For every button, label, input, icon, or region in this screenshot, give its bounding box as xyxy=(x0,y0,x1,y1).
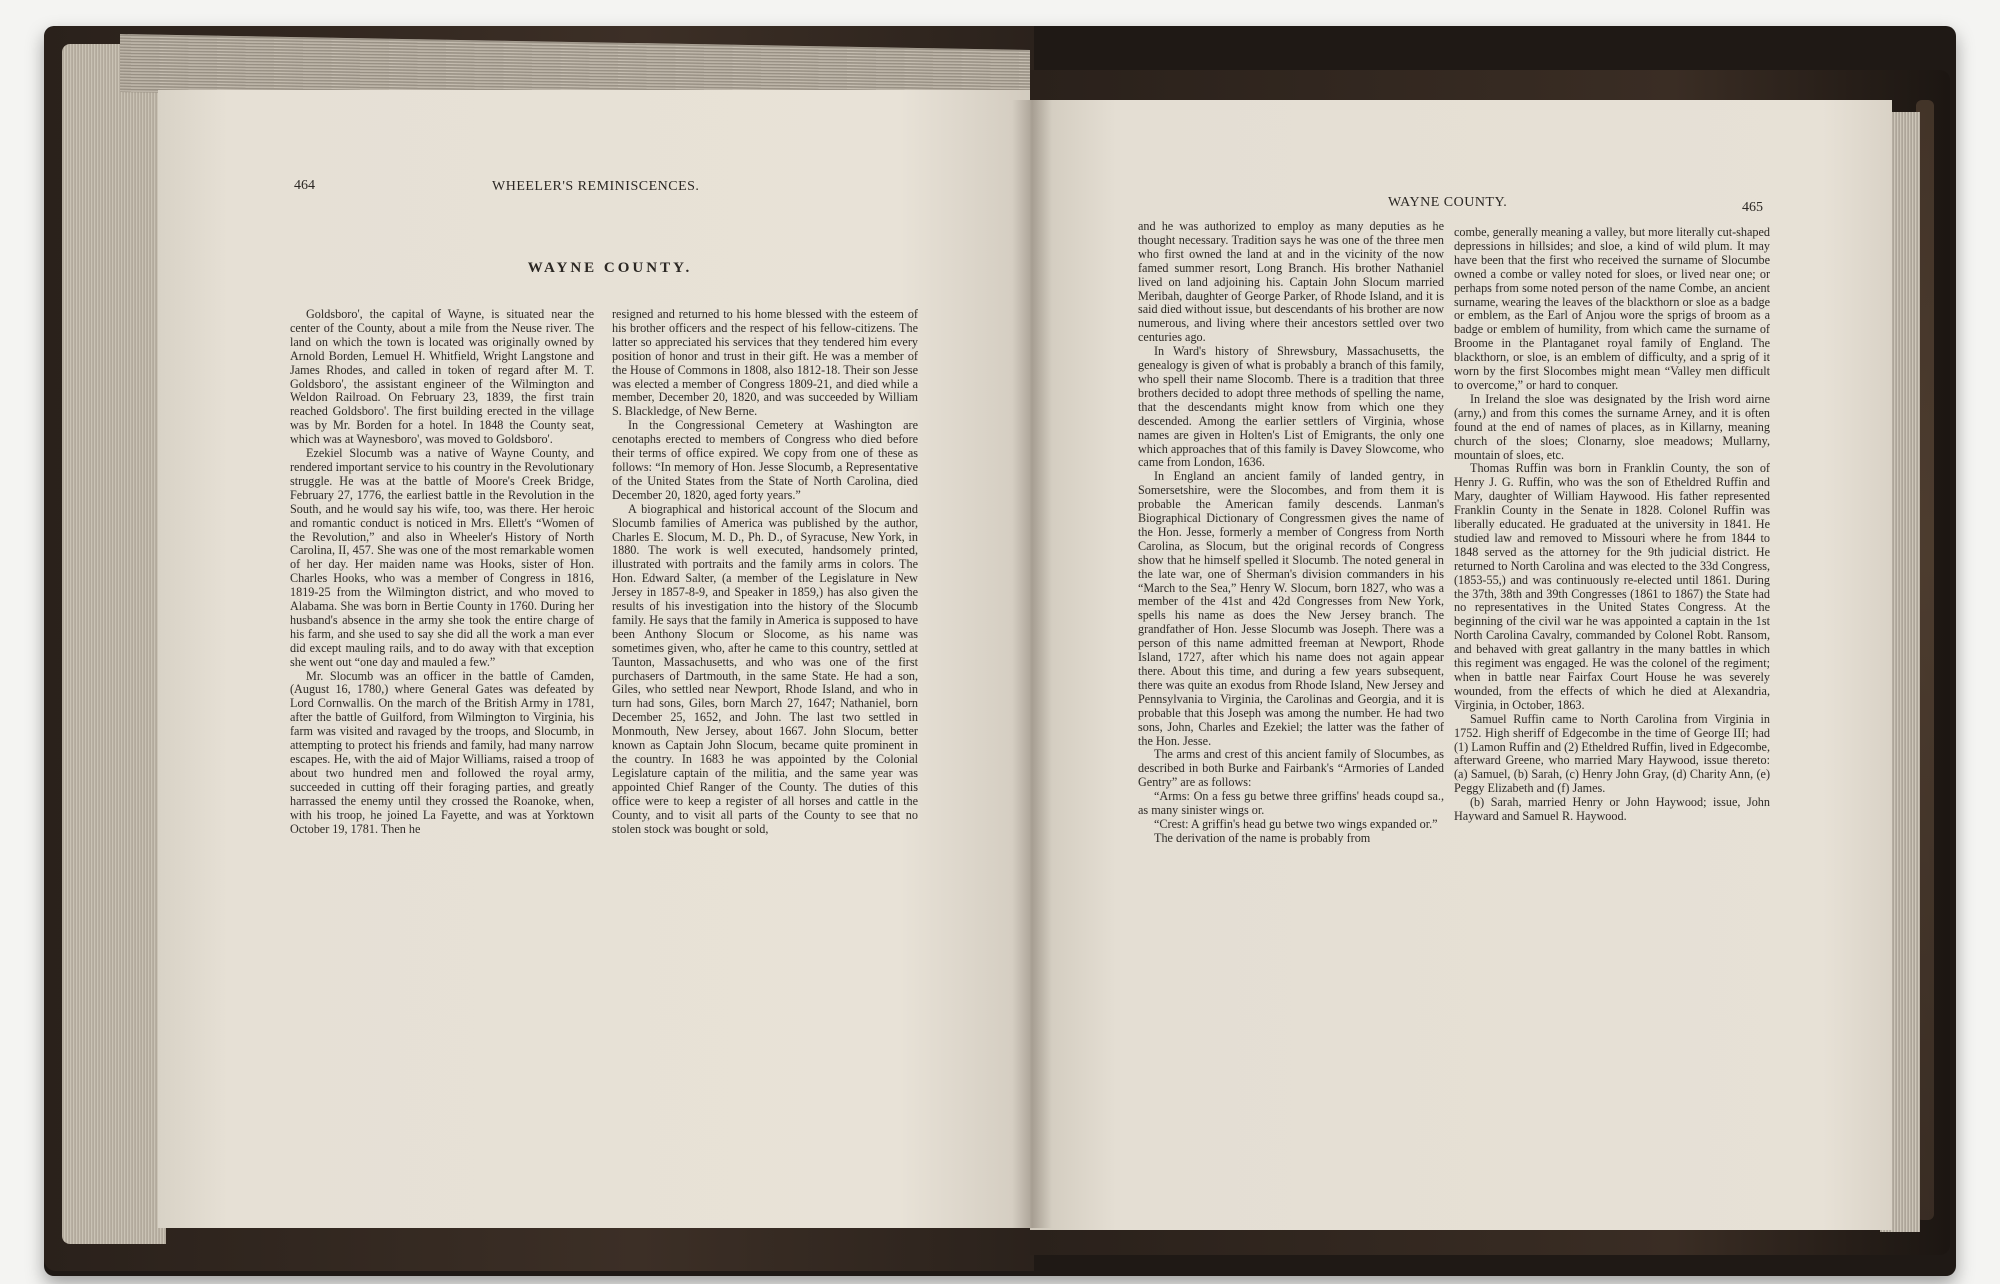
paragraph: Thomas Ruffin was born in Franklin County, the son of Henry J. G. Ruffin, who was the son of Etheldred Ruffin and Mary, daughter of William Haywood. His father represented Franklin County in the Senate in 1828. Colonel Ruffin was liberally educated. He graduated at the university in 1841. He studied law and removed to Missouri where he from 1844 to 1848 served as the attorney for the 9th judicial district. He returned to North Carolina and was elected to the 33d Congress, (1853-55,) and was continuously re-elected until 1861. During the 37th, 38th and 39th Congresses (1861 to 1867) the State had no representatives in the United States Congress. At the beginning of the civil war he was appointed a captain in the 1st North Carolina Cavalry, commanded by Colonel Robt. Ransom, and behaved with great gallantry in the many battles in which this regiment was engaged. He was the colonel of the regiment; when in battle near Fairfax Court House he was severely wounded, from the effects of which he died at Alexandria, Virginia, in October, 1863. xyxy=(1454,461,1770,712)
page-block-edge xyxy=(62,44,166,1244)
paragraph: In the Congressional Cemetery at Washington are cenotaphs erected to members of Congress who died before their terms of office expired. We copy from one of these as follows: “In memory of Hon. Jesse Slocumb, a Representative of the United States from the State of North Carolina, died December 20, 1820, aged forty years.” xyxy=(612,418,918,502)
paragraph: The arms and crest of this ancient family of Slocumbes, as described in both Burke and Fairbank's “Armories of Landed Gentry” are as follows: xyxy=(1138,747,1444,790)
right-page-number: 465 xyxy=(1742,200,1763,215)
left-running-head: WHEELER'S REMINISCENCES. xyxy=(492,179,700,194)
right-page-column-2 xyxy=(1454,226,1770,1054)
paragraph: Goldsboro', the capital of Wayne, is situated near the center of the County, about a mile from the Neuse river. The land on which the town is located was originally owned by Arnold Borden, Lemuel H. Whitfield, Wright Langstone and James Rhodes, and called in token of regard after M. T. Goldsboro', the assistant engineer of the Wilmington and Weldon Railroad. On February 23, 1839, the first train reached Goldsboro'. The first building erected in the village was by Mr. Borden for a hotel. In 1848 the County seat, which was at Waynesboro', was moved to Goldsboro'. xyxy=(290,308,594,447)
book-gutter xyxy=(1012,100,1052,1228)
paragraph: and he was authorized to employ as many deputies as he thought necessary. Tradition says he was one of the three men who first owned the land at and in the vicinity of the now famed summer resort, Long Branch. His brother Nathaniel lived on land adjoining his. Captain John Slocum married Meribah, daughter of George Parker, of Rhode Island, and it is said died without issue, but descendants of his brother are now numerous, and living where their ancestors settled over two centuries ago. xyxy=(1138,220,1444,345)
left-page-column-1 xyxy=(290,308,594,1036)
paragraph: resigned and returned to his home blessed with the esteem of his brother officers and the respect of his fellow-citizens. The latter so appreciated his services that they tendered him every position of honor and trust in their gift. He was a member of the House of Commons in 1808, also 1812-18. Their son Jesse was elected a member of Congress 1809-21, and died while a member, December 20, 1820, and was succeeded by William S. Blackledge, of New Berne. xyxy=(612,308,918,419)
left-page-column-2 xyxy=(612,308,918,1036)
right-running-head: WAYNE COUNTY. xyxy=(1388,195,1508,210)
arms-description: “Arms: On a fess gu betwe three griffins' heads coupd sa., as many sinister wings or. xyxy=(1138,789,1444,818)
paragraph: In Ireland the sloe was designated by the Irish word airne (arny,) and from this comes the surname Arney, and it is often found at the end of names of places, as in Killarny, meaning church of the sloes; Clonarny, sloe meadows; Mullarny, mountain of sloes, etc. xyxy=(1454,391,1770,462)
right-page-column-1 xyxy=(1138,220,1444,1048)
paragraph: (b) Sarah, married Henry or John Haywood; issue, John Hayward and Samuel R. Haywood. xyxy=(1454,795,1770,824)
crest-description: “Crest: A griffin's head gu betwe two wings expanded or.” xyxy=(1154,816,1438,831)
left-page-number: 464 xyxy=(294,178,315,193)
paragraph: combe, generally meaning a valley, but more literally cut-shaped depressions in hillsides; and sloe, a kind of wild plum. It may have been that the first who received the surname of Slocumbe owned a combe or valley noted for sloes, or lived near one; or perhaps from some noted person of the name Combe, an ancient surname, wearing the leaves of the blackthorn or sloe as a badge or emblem, as the Earl of Anjou wore the sprigs of broom as a badge or emblem of humility, from which came the surname of Broome in the Plantaganet royal family of England. The blackthorn, or sloe, is an emblem of difficulty, and a sprig of it worn by the first Slocombes might mean “Valley men difficult to overcome,” or hard to conquer. xyxy=(1454,226,1770,392)
paragraph: In Ward's history of Shrewsbury, Massachusetts, the genealogy is given of what is probably a branch of this family, who spell their name Slocomb. There is a tradition that three brothers decided to adopt three methods of spelling the name, that the descendants might know from which one they descended. Among the earlier settlers of Virginia, whose names are given in Holten's List of Emigrants, the only one which approaches that of this family is Davey Slowcome, who came from London, 1636. xyxy=(1138,344,1444,470)
chapter-title: WAYNE COUNTY. xyxy=(527,260,693,276)
paragraph: A biographical and historical account of the Slocum and Slocumb families of America was published by the author, Charles E. Slocum, M. D., Ph. D., of Syracuse, New York, in 1880. The work is well executed, handsomely printed, illustrated with portraits and the family arms in colors. The Hon. Edward Salter, (a member of the Legislature in New Jersey in 1857-8-9, and Speaker in 1859,) has also given the results of his investigation into the history of the Slocumb family. He says that the family in America is supposed to have been Anthony Slocum or Slocome, as his name was sometimes given, who, after he came to this country, settled at Taunton, Massachusetts, and who was one of the first purchasers of Dartmouth, in the same State. He had a son, Giles, who settled near Newport, Rhode Island, and who in turn had sons, Giles, born March 27, 1647; Nathaniel, born December 25, 1652, and John. The last two settled in Monmouth, New Jersey, about 1667. John Slocum, better known as Captain John Slocum, became quite prominent in the country. In 1683 he was appointed by the Colonial Legislature captain of the militia, and the same year was appointed Chief Ranger of the County. The duties of this office were to keep a register of all horses and cattle in the County, and to visit all parts of the County to see that no stolen stock was bought or sold, xyxy=(612,501,918,836)
paragraph: Ezekiel Slocumb was a native of Wayne County, and rendered important service to his country in the Revolutionary struggle. He was at the battle of Moore's Creek Bridge, February 27, 1776, the earliest battle in the Revolution in the South, and he would say his wife, too, was there. Her heroic and romantic conduct is noticed in Mrs. Ellett's “Women of the Revolution,” and also in Wheeler's History of North Carolina, II, 457. She was one of the most remarkable women of her day. Her maiden name was Hooks, sister of Hon. Charles Hooks, who was a member of Congress in 1816, 1819-25 from the Wilmington district, and who moved to Alabama. She was born in Bertie County in 1760. During her husband's absence in the army she took the entire charge of his farm, and she used to say she did all the work a man ever did except mauling rails, and to do away with that exception she went out “one day and mauled a few.” xyxy=(290,446,594,669)
paragraph: The derivation of the name is probably from xyxy=(1154,830,1371,845)
paragraph: Samuel Ruffin came to North Carolina from Virginia in 1752. High sheriff of Edgecombe in the time of George III; had (1) Lamon Ruffin and (2) Etheldred Ruffin, lived in Edgecombe, afterward Greene, who married Mary Haywood, issue thereto: (a) Samuel, (b) Sarah, (c) Henry John Gray, (d) Charity Ann, (e) Peggy Elizabeth and (f) James. xyxy=(1454,711,1770,796)
paragraph: Mr. Slocumb was an officer in the battle of Camden, (August 16, 1780,) where General Gates was defeated by Lord Cornwallis. On the march of the British Army in 1781, after the battle of Guilford, from Wilmington to Virginia, his farm was visited and ravaged by the troops, and Slocumb, in attempting to protect his friends and family, had many narrow escapes. He, with the aid of Major Williams, raised a troop of about two hundred men and followed the royal army, succeeded in cutting off their foraging parties, and greatly harrassed the enemy until they crossed the Roanoke, when, with his troop, he joined La Fayette, and was at Yorktown October 19, 1781. Then he xyxy=(290,668,594,836)
paragraph: In England an ancient family of landed gentry, in Somersetshire, were the Slocombes, and from them it is probable the American family descends. Lanman's Biographical Dictionary of Congressmen gives the name of the Hon. Jesse, formerly a member of Congress from North Carolina, as Slocum, but the original records of Congress show that he himself spelled it Slocumb. The noted general in the late war, one of Sherman's division commanders in his “March to the Sea,” Henry W. Slocum, born 1827, who was a member of the 41st and 42d Congresses from New York, spells his name as does the New Jersey branch. The grandfather of Hon. Jesse Slocumb was Joseph. There was a person of this name admitted freeman at Newport, Rhode Island, 1727, after which his name does not again appear there. About this time, and during a few years subsequent, there was quite an exodus from Rhode Island, New Jersey and Pennsylvania to Virginia, the Carolinas and Georgia, and it is probable that this Joseph was among the number. He had two sons, John, Charles and Ezekiel; the latter was the father of the Hon. Jesse. xyxy=(1138,469,1444,748)
